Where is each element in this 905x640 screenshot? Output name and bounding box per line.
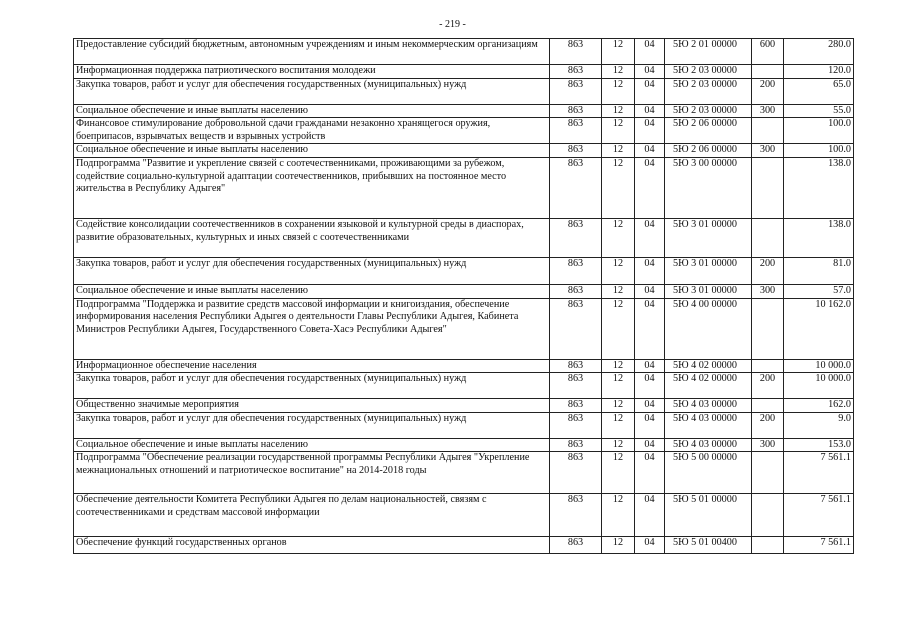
expense-type-code: 300 (752, 284, 784, 298)
expense-type-code: 200 (752, 78, 784, 104)
row-name: Предоставление субсидий бюджетным, автономным учреждениям и иным некоммерческим организациям (74, 39, 550, 65)
table-row (74, 104, 854, 118)
ministry-code: 863 (550, 452, 602, 494)
ministry-code: 863 (550, 537, 602, 554)
subsection-code: 04 (635, 537, 665, 554)
amount-value: 7 561.1 (784, 452, 854, 494)
row-name: Социальное обеспечение и иные выплаты населению (74, 284, 550, 298)
table-row (74, 373, 854, 399)
subsection-code: 04 (635, 284, 665, 298)
expense-type-code (752, 494, 784, 537)
table-row (74, 257, 854, 284)
row-name: Обеспечение функций государственных органов (74, 537, 550, 554)
expense-type-code (752, 65, 784, 79)
amount-value: 280.0 (784, 39, 854, 65)
ministry-code: 863 (550, 257, 602, 284)
subsection-code: 04 (635, 118, 665, 144)
section-code: 12 (602, 359, 635, 373)
target-article-code: 5Ю 5 00 00000 (665, 452, 752, 494)
subsection-code: 04 (635, 438, 665, 452)
target-article-code: 5Ю 4 03 00000 (665, 412, 752, 438)
amount-value: 57.0 (784, 284, 854, 298)
amount-value: 120.0 (784, 65, 854, 79)
target-article-code: 5Ю 3 01 00000 (665, 284, 752, 298)
section-code: 12 (602, 104, 635, 118)
table-body (74, 39, 854, 554)
ministry-code: 863 (550, 494, 602, 537)
table-row (74, 39, 854, 65)
subsection-code: 04 (635, 412, 665, 438)
expense-type-code (752, 298, 784, 359)
subsection-code: 04 (635, 39, 665, 65)
target-article-code: 5Ю 2 03 00000 (665, 104, 752, 118)
subsection-code: 04 (635, 104, 665, 118)
section-code: 12 (602, 452, 635, 494)
amount-value: 10 000.0 (784, 359, 854, 373)
section-code: 12 (602, 298, 635, 359)
ministry-code: 863 (550, 284, 602, 298)
table-row (74, 218, 854, 257)
ministry-code: 863 (550, 104, 602, 118)
row-name: Подпрограмма "Развитие и укрепление связей с соотечественниками, проживающими за рубежом, содействие социально-культурной адаптации соотечественников, прибывших на постоянное место жительства в Республику Адыгея" (74, 157, 550, 218)
ministry-code: 863 (550, 373, 602, 399)
budget-table (73, 38, 854, 554)
table-row (74, 157, 854, 218)
ministry-code: 863 (550, 218, 602, 257)
row-name: Социальное обеспечение и иные выплаты населению (74, 104, 550, 118)
amount-value: 138.0 (784, 218, 854, 257)
ministry-code: 863 (550, 118, 602, 144)
table-row (74, 359, 854, 373)
expense-type-code (752, 537, 784, 554)
expense-type-code (752, 218, 784, 257)
target-article-code: 5Ю 4 02 00000 (665, 359, 752, 373)
ministry-code: 863 (550, 438, 602, 452)
section-code: 12 (602, 218, 635, 257)
ministry-code: 863 (550, 359, 602, 373)
subsection-code: 04 (635, 298, 665, 359)
amount-value: 162.0 (784, 399, 854, 413)
amount-value: 81.0 (784, 257, 854, 284)
table-row (74, 452, 854, 494)
section-code: 12 (602, 118, 635, 144)
target-article-code: 5Ю 4 02 00000 (665, 373, 752, 399)
section-code: 12 (602, 39, 635, 65)
expense-type-code: 300 (752, 104, 784, 118)
subsection-code: 04 (635, 78, 665, 104)
target-article-code: 5Ю 2 03 00000 (665, 65, 752, 79)
section-code: 12 (602, 412, 635, 438)
subsection-code: 04 (635, 373, 665, 399)
target-article-code: 5Ю 3 01 00000 (665, 218, 752, 257)
expense-type-code (752, 399, 784, 413)
section-code: 12 (602, 284, 635, 298)
target-article-code: 5Ю 4 03 00000 (665, 438, 752, 452)
target-article-code: 5Ю 2 03 00000 (665, 78, 752, 104)
row-name: Закупка товаров, работ и услуг для обеспечения государственных (муниципальных) нужд (74, 257, 550, 284)
subsection-code: 04 (635, 399, 665, 413)
row-name: Закупка товаров, работ и услуг для обеспечения государственных (муниципальных) нужд (74, 78, 550, 104)
amount-value: 100.0 (784, 118, 854, 144)
row-name: Закупка товаров, работ и услуг для обеспечения государственных (муниципальных) нужд (74, 412, 550, 438)
amount-value: 138.0 (784, 157, 854, 218)
table-row (74, 298, 854, 359)
expense-type-code: 300 (752, 438, 784, 452)
target-article-code: 5Ю 2 06 00000 (665, 144, 752, 158)
expense-type-code (752, 359, 784, 373)
section-code: 12 (602, 65, 635, 79)
table-row (74, 144, 854, 158)
target-article-code: 5Ю 3 00 00000 (665, 157, 752, 218)
ministry-code: 863 (550, 144, 602, 158)
expense-type-code: 600 (752, 39, 784, 65)
expense-type-code: 200 (752, 373, 784, 399)
section-code: 12 (602, 373, 635, 399)
target-article-code: 5Ю 5 01 00400 (665, 537, 752, 554)
section-code: 12 (602, 78, 635, 104)
row-name: Информационная поддержка патриотического воспитания молодежи (74, 65, 550, 79)
expense-type-code: 300 (752, 144, 784, 158)
amount-value: 55.0 (784, 104, 854, 118)
row-name: Социальное обеспечение и иные выплаты населению (74, 144, 550, 158)
table-row (74, 412, 854, 438)
amount-value: 153.0 (784, 438, 854, 452)
row-name: Подпрограмма "Обеспечение реализации государственной программы Республики Адыгея "Укрепление межнациональных отношений и патриотическое воспитание" на 2014-2018 годы (74, 452, 550, 494)
ministry-code: 863 (550, 39, 602, 65)
section-code: 12 (602, 144, 635, 158)
target-article-code: 5Ю 4 00 00000 (665, 298, 752, 359)
target-article-code: 5Ю 4 03 00000 (665, 399, 752, 413)
subsection-code: 04 (635, 157, 665, 218)
section-code: 12 (602, 537, 635, 554)
section-code: 12 (602, 399, 635, 413)
target-article-code: 5Ю 5 01 00000 (665, 494, 752, 537)
row-name: Общественно значимые мероприятия (74, 399, 550, 413)
row-name: Социальное обеспечение и иные выплаты населению (74, 438, 550, 452)
subsection-code: 04 (635, 494, 665, 537)
table-row (74, 494, 854, 537)
amount-value: 100.0 (784, 144, 854, 158)
ministry-code: 863 (550, 298, 602, 359)
section-code: 12 (602, 157, 635, 218)
table-row (74, 118, 854, 144)
expense-type-code: 200 (752, 257, 784, 284)
expense-type-code (752, 157, 784, 218)
section-code: 12 (602, 494, 635, 537)
page-number: - 219 - (439, 19, 466, 30)
row-name: Обеспечение деятельности Комитета Республики Адыгея по делам национальностей, связям с соотечественниками и средствам массовой информации (74, 494, 550, 537)
ministry-code: 863 (550, 412, 602, 438)
row-name: Закупка товаров, работ и услуг для обеспечения государственных (муниципальных) нужд (74, 373, 550, 399)
ministry-code: 863 (550, 399, 602, 413)
subsection-code: 04 (635, 65, 665, 79)
row-name: Подпрограмма "Поддержка и развитие средств массовой информации и книгоиздания, обеспечение информирования населения Республики Адыгея о деятельности Главы Республики Адыгея, Кабинета Министров Республики Адыгея, Государственного Совета-Хасэ Республики Адыгея" (74, 298, 550, 359)
table-row (74, 284, 854, 298)
target-article-code: 5Ю 2 01 00000 (665, 39, 752, 65)
target-article-code: 5Ю 2 06 00000 (665, 118, 752, 144)
amount-value: 10 162.0 (784, 298, 854, 359)
amount-value: 10 000.0 (784, 373, 854, 399)
subsection-code: 04 (635, 144, 665, 158)
subsection-code: 04 (635, 452, 665, 494)
expense-type-code (752, 118, 784, 144)
amount-value: 65.0 (784, 78, 854, 104)
ministry-code: 863 (550, 65, 602, 79)
table-row (74, 537, 854, 554)
section-code: 12 (602, 257, 635, 284)
table-row (74, 399, 854, 413)
amount-value: 9.0 (784, 412, 854, 438)
table-row (74, 65, 854, 79)
subsection-code: 04 (635, 257, 665, 284)
expense-type-code (752, 452, 784, 494)
amount-value: 7 561.1 (784, 537, 854, 554)
expense-type-code: 200 (752, 412, 784, 438)
table-row (74, 78, 854, 104)
row-name: Финансовое стимулирование добровольной сдачи гражданами незаконно хранящегося оружия, боеприпасов, взрывчатых веществ и взрывных устройств (74, 118, 550, 144)
table-row (74, 438, 854, 452)
ministry-code: 863 (550, 157, 602, 218)
row-name: Содействие консолидации соотечественников в сохранении языковой и культурной среды в диаспорах, развитие образовательных, культурных и иных связей с соотечественниками (74, 218, 550, 257)
subsection-code: 04 (635, 359, 665, 373)
target-article-code: 5Ю 3 01 00000 (665, 257, 752, 284)
row-name: Информационное обеспечение населения (74, 359, 550, 373)
subsection-code: 04 (635, 218, 665, 257)
amount-value: 7 561.1 (784, 494, 854, 537)
section-code: 12 (602, 438, 635, 452)
ministry-code: 863 (550, 78, 602, 104)
